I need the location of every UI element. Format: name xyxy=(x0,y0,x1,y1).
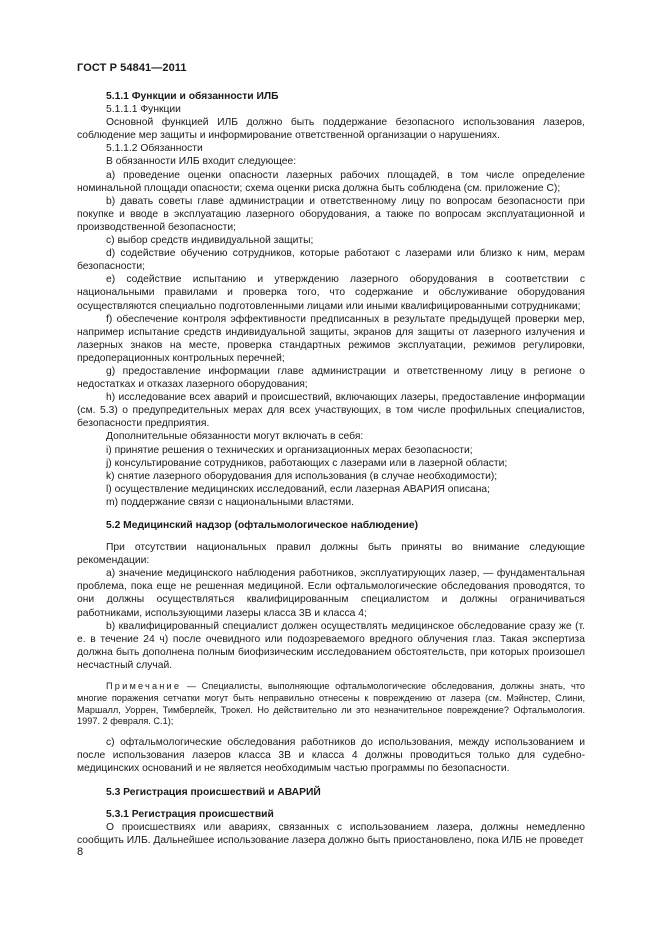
list-item: m) поддержание связи с национальными властями. xyxy=(106,496,354,508)
list-item: f) обеспечение контроля эффективности предписанных в результате предыдущей проверки мер, например испытание средств индивидуальной защиты, экранов для защиты от лазерного излучения и лазерных знаков на месте, проверка стандартных режимов эксплуатации, режимов регулировки, предоперационных контрольных перечней; xyxy=(77,313,585,364)
list-intro: В обязанности ИЛБ входит следующее: xyxy=(106,156,297,168)
section-heading-5-2: 5.2 Медицинский надзор (офтальмологическое наблюдение) xyxy=(106,520,419,531)
page-number: 8 xyxy=(77,846,84,858)
paragraph: При отсутствии национальных правил должны быть приняты во внимание следующие рекомендации: xyxy=(77,542,585,567)
subsection-heading-5-3-1: 5.3.1 Регистрация происшествий xyxy=(106,808,274,820)
list-item: g) предоставление информации главе администрации и ответственному лицу в регионе о недостатках и отказах лазерного оборудования; xyxy=(77,365,585,391)
paragraph: О происшествиях или авариях, связанных с использованием лазера, должны немедленно сообщить ИЛБ. Дальнейшее использование лазера должно быть приостановлено, пока ИЛБ не проведет xyxy=(77,821,585,846)
list-intro: Дополнительные обязанности могут включать в себя: xyxy=(106,431,364,443)
list-item: a) проведение оценки опасности лазерных рабочих площадей, в том числе определение номинальной площади опасности; схема оценки риска должна быть соблюдена (см. приложение С); xyxy=(77,169,585,194)
list-item: d) содействие обучению сотрудников, которые работают с лазерами или близко к ним, мерам безопасности; xyxy=(77,248,585,273)
list-item: b) квалифицированный специалист должен осуществлять медицинское обследование сразу же (т. е. в течение 24 ч) после очевидного или подозреваемого вредного облучения глаз. Такая экспертиза должна быть дополнена полным биофизическим исследованием обстоятельств, при которых произошел несчастный случай. xyxy=(77,620,585,671)
subsection-heading-5-1-1-2: 5.1.1.2 Обязанности xyxy=(106,143,203,155)
section-heading-5-3: 5.3 Регистрация происшествий и АВАРИЙ xyxy=(106,786,321,798)
list-item: i) принятие решения о технических и организационных мерах безопасности; xyxy=(106,444,473,456)
note-text: — Специалисты, выполняющие офтальмологические обследования, должны знать, что многие поражения сетчатки могут быть неправильно отнесены к повреждению от лазера (см. Мэйнстер, Слини, Маршалл, Уоррен, Тимберлейк, Трокел. Но действительно ли это незначительное повреждение? Офтальмология. 1997. 2 февраля. С.1); xyxy=(77,681,585,727)
list-item: c) офтальмологические обследования работников до использования, между использованием и после использования лазеров класса 3В и класса 4 должны проводиться только для судебно-медицинских оснований и не является необходимым частью программы по безопасности. xyxy=(77,737,585,775)
subsection-heading-5-1-1-1: 5.1.1.1 Функции xyxy=(106,104,181,116)
document-header: ГОСТ Р 54841—2011 xyxy=(77,62,187,74)
paragraph: Основной функцией ИЛБ должно быть поддержание безопасного использования лазеров, соблюдение мер защиты и информирование ответственной организации о нарушениях. xyxy=(77,117,585,142)
note-label: Примечание xyxy=(106,681,182,692)
list-item: c) выбор средств индивидуальной защиты; xyxy=(106,235,314,247)
document-body xyxy=(77,90,585,847)
list-item: h) исследование всех аварий и происшествий, включающих лазеры, предоставление информации (см. 5.3) о предупредительных мерах для всех участвующих, в том числе профильных специалистов, безопасности предприятия. xyxy=(77,392,585,430)
list-item: j) консультирование сотрудников, работающих с лазерами или в лазерной области; xyxy=(106,457,508,469)
list-item: l) осуществление медицинских исследований, если лазерная АВАРИЯ описана; xyxy=(106,483,490,495)
list-item: a) значение медицинского наблюдения работников, эксплуатирующих лазер, — фундаментальная проблема, пока еще не решенная медициной. Если офтальмологические обследования проводятся, то они должны осуществляться квалифицированным специалистом и должны ограничиваться работниками, использующими лазеры класса 3В и класса 4; xyxy=(77,568,585,619)
note xyxy=(77,681,585,728)
list-item: b) давать советы главе администрации и ответственному лицу по вопросам безопасности при покупке и вводе в эксплуатацию лазерного оборудования, а также по вопросам эксплуатационной и производственной безопасности; xyxy=(77,195,585,233)
list-item: k) снятие лазерного оборудования для использования (в случае необходимости); xyxy=(106,470,498,482)
section-heading-5-1-1: 5.1.1 Функции и обязанности ИЛБ xyxy=(106,91,279,102)
list-item: e) содействие испытанию и утверждению лазерного оборудования в соответствии с национальными правилами и проверка того, что содержание и обслуживание оборудования осуществляются специально подготовленными лицами или иными квалифицированными сотрудниками; xyxy=(77,274,585,312)
